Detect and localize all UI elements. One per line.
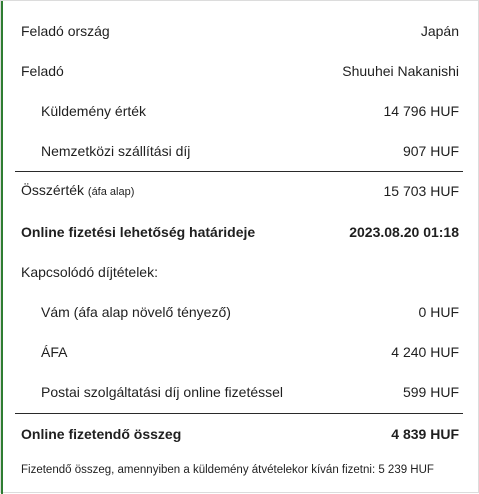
total-value-label: Összérték [21,182,85,198]
vat-label: ÁFA [41,344,68,360]
related-fees-heading: Kapcsolódó díjtételek: [21,264,158,280]
sender-value: Shuuhei Nakanishi [342,63,459,79]
intl-shipping-fee-row [21,140,459,162]
sender-label: Feladó [21,63,64,79]
online-payable-label: Online fizetendő összeg [21,426,182,442]
accent-bar [1,1,3,494]
total-value-suffix: (áfa alap) [87,186,135,198]
sender-country-label: Feladó ország [21,23,110,39]
postal-service-fee-row [21,381,459,403]
divider-bottom [15,413,463,414]
divider-top [15,171,463,172]
sender-country-value: Japán [420,23,459,39]
intl-shipping-fee-label: Nemzetközi szállítási díj [41,143,191,159]
online-deadline-row [21,221,459,243]
sender-row [21,60,459,82]
postal-service-fee-label: Postai szolgáltatási díj online fizetéssel [41,384,284,400]
customs-row [21,301,459,323]
shipment-value-row [21,100,459,122]
related-fees-heading-row [21,261,459,283]
vat-row [21,341,459,363]
online-deadline-label: Online fizetési lehetőség határideje [21,224,256,240]
shipment-value-amount: 14 796 HUF [383,103,459,119]
total-value-label-group [21,179,134,203]
sender-country-row [21,20,459,42]
postal-service-fee-amount: 599 HUF [402,384,459,400]
vat-amount: 4 240 HUF [391,344,459,360]
customs-label: Vám (áfa alap növelő tényező) [41,304,231,320]
online-deadline-value: 2023.08.20 01:18 [349,224,459,240]
intl-shipping-fee-amount: 907 HUF [402,143,459,159]
online-payable-row [21,423,459,445]
pickup-payment-note: Fizetendő összeg, amennyiben a küldemény átvételekor kíván fizetni: 5 239 HUF [21,464,434,476]
total-value-row [21,180,459,202]
online-payable-amount: 4 839 HUF [391,426,459,442]
customs-amount: 0 HUF [418,304,459,320]
total-value-amount: 15 703 HUF [383,183,459,199]
shipment-value-label: Küldemény érték [41,103,147,119]
